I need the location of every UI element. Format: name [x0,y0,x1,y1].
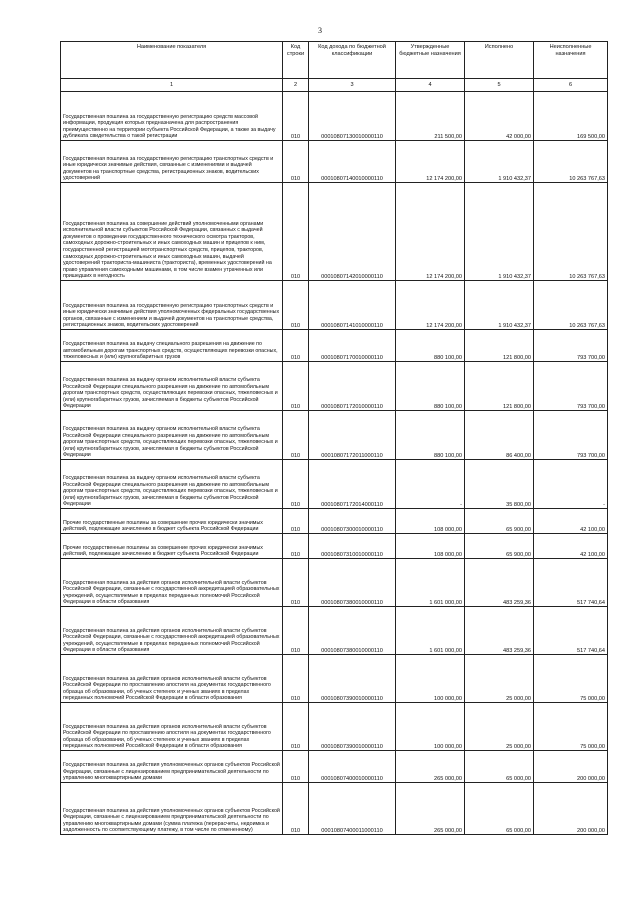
unexecuted-amount: 75 000,00 [534,703,608,751]
header-executed: Исполнено [465,42,534,79]
approved-amount: 880 100,00 [396,362,465,411]
table-row [61,559,608,607]
indicator-name: Государственная пошлина за действия уполномоченных органов субъектов Российской Федерации, связанные с лицензированием предпринимательской деятельности по управлению многоквартирными домами [61,751,283,783]
row-code: 010 [283,509,309,534]
executed-amount: 121 800,00 [465,362,534,411]
table-row [61,460,608,509]
approved-amount: 265 000,00 [396,751,465,783]
table-row [61,607,608,655]
unexecuted-amount: 517 740,64 [534,607,608,655]
approved-amount: 880 100,00 [396,330,465,362]
column-number: 5 [465,79,534,92]
column-number: 6 [534,79,608,92]
indicator-name: Государственная пошлина за действия органов исполнительной власти субъектов Российской Федерации по проставлению апостиля на документах государственного образца об образовании, об ученых степенях и ученых званиях в пределах переданных полномочий Российской Федерации в области образования [61,655,283,703]
row-code: 010 [283,607,309,655]
table-row [61,703,608,751]
table-row [61,411,608,460]
approved-amount: 1 601 000,00 [396,559,465,607]
approved-amount: 211 500,00 [396,92,465,141]
unexecuted-amount: - [534,460,608,509]
approved-amount: 108 000,00 [396,509,465,534]
unexecuted-amount: 10 263 767,63 [534,281,608,330]
row-code: 010 [283,655,309,703]
unexecuted-amount: 200 000,00 [534,751,608,783]
revenue-code: 00010807400011000110 [309,783,396,835]
unexecuted-amount: 200 000,00 [534,783,608,835]
indicator-name: Государственная пошлина за действия органов исполнительной власти субъектов Российской Федерации, связанные с государственной аккредитацией образовательных учреждений, осуществляемые в пределах переданных полномочий Российской Федерации в области образования [61,607,283,655]
header-unexecuted: Неисполненные назначения [534,42,608,79]
row-code: 010 [283,534,309,559]
header-name: Наименование показателя [61,42,283,79]
executed-amount: 483 259,36 [465,559,534,607]
row-code: 010 [283,92,309,141]
row-code: 010 [283,460,309,509]
indicator-name: Прочие государственные пошлины за совершение прочих юридически значимых действий, подлежащие зачислению в бюджет субъекта Российской Федерации [61,534,283,559]
table-row [61,92,608,141]
unexecuted-amount: 10 263 767,63 [534,183,608,281]
table-row [61,655,608,703]
revenue-code: 00010807170010000110 [309,330,396,362]
executed-amount: 42 000,00 [465,92,534,141]
approved-amount: 12 174 200,00 [396,141,465,183]
row-code: 010 [283,751,309,783]
executed-amount: 65 000,00 [465,783,534,835]
indicator-name: Государственная пошлина за выдачу органом исполнительной власти субъекта Российской Федерации специального разрешения на движение по автомобильным дорогам транспортных средств, осуществляющих перевозки опасных, тяжеловесных и (или) крупногабаритных грузов, зачисляемая в бюджеты субъектов Российской Федерации [61,460,283,509]
row-code: 010 [283,783,309,835]
revenue-code: 00010807400010000110 [309,751,396,783]
unexecuted-amount: 517 740,64 [534,559,608,607]
executed-amount: 35 800,00 [465,460,534,509]
executed-amount: 86 400,00 [465,411,534,460]
revenue-code: 00010807390010000110 [309,703,396,751]
revenue-code: 00010807310010000110 [309,534,396,559]
executed-amount: 121 800,00 [465,330,534,362]
unexecuted-amount: 793 700,00 [534,411,608,460]
revenue-code: 00010807140010000110 [309,141,396,183]
unexecuted-amount: 793 700,00 [534,362,608,411]
header-approved: Утвержденные бюджетные назначения [396,42,465,79]
budget-revenue-table [60,41,608,835]
indicator-name: Государственная пошлина за действия органов исполнительной власти субъектов Российской Федерации по проставлению апостиля на документах государственного образца об образовании, об ученых степенях и ученых званиях в пределах переданных полномочий Российской Федерации в области образования [61,703,283,751]
indicator-name: Государственная пошлина за действия уполномоченных органов субъектов Российской Федерации, связанные с лицензированием предпринимательской деятельности по управлению многоквартирными домами (сумма платежа (перерасчеты, недоимка и задолженность по соответствующему платежу, в том числе по отмененному) [61,783,283,835]
row-code: 010 [283,281,309,330]
table-row [61,183,608,281]
table-row [61,751,608,783]
table-row [61,330,608,362]
executed-amount: 25 000,00 [465,703,534,751]
unexecuted-amount: 42 100,00 [534,534,608,559]
revenue-code: 00010807142010000110 [309,183,396,281]
table-row [61,281,608,330]
row-code: 010 [283,559,309,607]
revenue-code: 00010807380010000110 [309,559,396,607]
approved-amount: 12 174 200,00 [396,281,465,330]
indicator-name: Государственная пошлина за выдачу органом исполнительной власти субъекта Российской Федерации специального разрешения на движение по автомобильным дорогам транспортных средств, осуществляющих перевозки опасных, тяжеловесных и (или) крупногабаритных грузов, зачисляемая в бюджеты субъектов Российской Федерации [61,411,283,460]
revenue-code: 00010807172014000110 [309,460,396,509]
executed-amount: 1 910 432,37 [465,141,534,183]
indicator-name: Государственная пошлина за действия органов исполнительной власти субъектов Российской Федерации, связанные с государственной аккредитацией образовательных учреждений, осуществляемые в пределах переданных полномочий Российской Федерации в области образования [61,559,283,607]
column-number: 4 [396,79,465,92]
unexecuted-amount: 42 100,00 [534,509,608,534]
table-row [61,783,608,835]
revenue-code: 00010807130010000110 [309,92,396,141]
executed-amount: 483 259,36 [465,607,534,655]
approved-amount: 880 100,00 [396,411,465,460]
approved-amount: 108 000,00 [396,534,465,559]
executed-amount: 25 000,00 [465,655,534,703]
row-code: 010 [283,183,309,281]
revenue-code: 00010807141010000110 [309,281,396,330]
unexecuted-amount: 793 700,00 [534,330,608,362]
header-row [61,42,608,79]
executed-amount: 65 000,00 [465,751,534,783]
revenue-code: 00010807172010000110 [309,362,396,411]
executed-amount: 1 910 432,37 [465,183,534,281]
indicator-name: Государственная пошлина за государственную регистрацию транспортных средств и иные юридически значимые действия уполномоченных федеральных государственных органов, связанные с изменением и выдачей документов на транспортные средства, регистрационных знаков, водительских удостоверений [61,281,283,330]
header-code: Код строки [283,42,309,79]
revenue-code: 00010807390010000110 [309,655,396,703]
page-number: 3 [318,26,322,35]
approved-amount: 12 174 200,00 [396,183,465,281]
indicator-name: Государственная пошлина за государственную регистрацию транспортных средств и иные юридически значимые действия, связанные с изменениями и выдачей документов на транспортные средства, регистрационных знаков, водительских удостоверений [61,141,283,183]
indicator-name: Прочие государственные пошлины за совершение прочих юридически значимых действий, подлежащие зачислению в бюджет субъекта Российской Федерации [61,509,283,534]
approved-amount: 265 000,00 [396,783,465,835]
executed-amount: 65 900,00 [465,509,534,534]
approved-amount: 1 601 000,00 [396,607,465,655]
indicator-name: Государственная пошлина за выдачу специального разрешения на движение по автомобильным дорогам транспортных средств, осуществляющих перевозки опасных, тяжеловесных и (или) крупногабаритных грузов [61,330,283,362]
unexecuted-amount: 75 000,00 [534,655,608,703]
column-number-row [61,79,608,92]
revenue-code: 00010807380010000110 [309,607,396,655]
unexecuted-amount: 10 263 767,63 [534,141,608,183]
executed-amount: 1 910 432,37 [465,281,534,330]
column-number: 2 [283,79,309,92]
executed-amount: 65 900,00 [465,534,534,559]
revenue-code: 00010807300010000110 [309,509,396,534]
header-kbk: Код дохода по бюджетной классификации [309,42,396,79]
row-code: 010 [283,141,309,183]
row-code: 010 [283,330,309,362]
row-code: 010 [283,362,309,411]
row-code: 010 [283,703,309,751]
indicator-name: Государственная пошлина за выдачу органом исполнительной власти субъекта Российской Федерации специального разрешения на движение по автомобильным дорогам транспортных средств, осуществляющих перевозки опасных, тяжеловесных и (или) крупногабаритных грузов, зачисляемая в бюджеты субъектов Российской Федерации [61,362,283,411]
indicator-name: Государственная пошлина за государственную регистрацию средств массовой информации, продукция которых предназначена для распространения преимущественно на территории субъекта Российской Федерации, а также за выдачу дубликата свидетельства о такой регистрации [61,92,283,141]
table-row [61,141,608,183]
table-row [61,509,608,534]
table-row [61,362,608,411]
revenue-code: 00010807172011000110 [309,411,396,460]
approved-amount: 100 000,00 [396,703,465,751]
table-row [61,534,608,559]
approved-amount: 100 000,00 [396,655,465,703]
column-number: 1 [61,79,283,92]
unexecuted-amount: 169 500,00 [534,92,608,141]
approved-amount: - [396,460,465,509]
column-number: 3 [309,79,396,92]
indicator-name: Государственная пошлина за совершение действий уполномоченными органами исполнительной власти субъектов Российской Федерации, связанных с выдачей документов о проведении государственного технического осмотра тракторов, самоходных дорожно-строительных и иных самоходных машин и прицепов к ним, государственной регистрацией мототранспортных средств, прицепов, тракторов, самоходных дорожно-строительных и иных самоходных машин, выдачей удостоверений тракториста-машиниста (тракториста), временных удостоверений на право управления самоходными машинами, в том числе взамен утраченных или пришедших в негодность [61,183,283,281]
row-code: 010 [283,411,309,460]
